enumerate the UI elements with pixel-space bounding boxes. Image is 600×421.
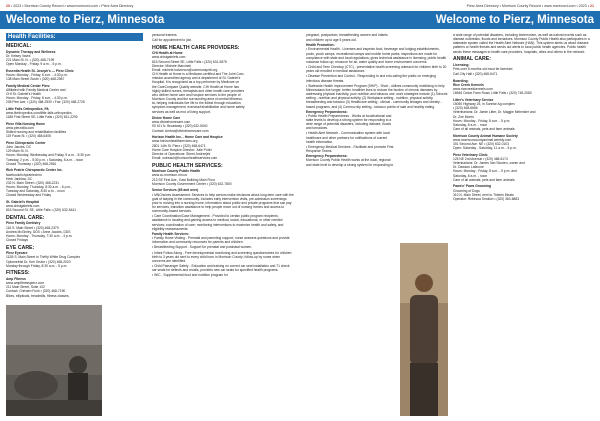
entry-line: Director: Michele Marcinek xyxy=(152,63,192,68)
section-title: Health Facilities: xyxy=(6,33,143,41)
entry-line: CHI St. Gabriel's Health xyxy=(6,91,41,96)
directory-entry xyxy=(6,69,143,81)
entry-name: Rice Creek Kennels xyxy=(453,82,484,87)
home-health-heading: HOME HEALTH CARE PROVIDERS: xyxy=(152,44,240,51)
directory-entry xyxy=(453,98,595,131)
entry-line: Tuesday, 2 p.m. - 5:30 p.m. • Saturday, 8 a.m. - noon xyxy=(6,157,84,162)
entry-line: 301 Second Ave. NE • (320) 632-0103 xyxy=(453,141,509,146)
paragraph: • Health Alert Network - Communication system with local healthcare and other partners for notifications of current health information. xyxy=(306,131,390,144)
entry-line: Saturday, 8 a.m. - noon xyxy=(453,173,488,178)
person-photo xyxy=(400,243,448,416)
entry-line: Open Monday - Friday, 9 a.m. - 5 p.m. xyxy=(6,61,62,66)
fitness-heading: FITNESS: xyxy=(6,270,30,277)
entry-line: Home Care Hospice Director: Julie Pohrt xyxy=(152,147,212,152)
emergency-text: Morrison County Public Health works at the local, regional and state level to develop a strong system for responding to xyxy=(306,158,394,167)
right-page xyxy=(300,0,600,421)
entry-line: 112B S. Main Street in Thrifty White Drug Complex xyxy=(6,255,81,260)
paragraph: • Care Coordination/Case Management - Provided to certain public program recipients; assistance in locating and gaining access to medical, social, educational, or other needed services; coordination of care; monitoring interventions to maximize health and safety, and eligibility reassessments. xyxy=(152,214,284,231)
health-promotion-heading: Health Promotion: xyxy=(306,43,335,48)
right-column-2: a wide range of potential disasters, including bioterrorism, as well as natural events such as disease outbreaks, floods and tornadoes. Morrison County Public Health also participates in a statewide system called the Health Alert Network (HAN). This system alerts us about disease patterns or health threats and sends out alerts to local public health agencies. Public health sends these messages to health care providers, hospitals, cities and others in the network. ANIMAL CARE: Licensing: Pets over 6 months old must be licensed. Call City Hall • (320) 468-6471 Boarding: Rice Creek Kennels www.ricecreekkennels.com 16546 Cedar Farm Road, Little Falls • (320) 745-2080 Litter's Veterinary Service 15050 Highway 25, in Sunrise Ag complex • (320) 468-6666 Veterinarians: Dr. Jamie Litter, Dr. Maggie Meheisler and Dr. Zoe Morris Hours: Monday - Friday, 8 a.m. - 5 p.m. Saturday, 8 a.m. - noon Care of all animals, pets and farm animals. Morrison County Animal Humane Society www.morrisoncountyanimal.weebly.com 301 Second Ave. NE • (320) 632-0103 Open: Saturday - Saturday, 11 a.m. - 5 p.m. Pierz Veterinary Clinic 125 NE 2nd Avenue • (320) 468-6174 Veterinarians: Dr. James Van Slooten, owner and Dr. Dawson Lafavore Hours: Monday - Friday, 8 a.m. - 5 p.m. and Saturday, 8 a.m. - noon Care of all animals, pets and farm animals. Paws'n' Paws Grooming Grooming of Dogs 310 N. Main Street, next to Thielen Meats Operator: Rebecca Smolich • (320) 360-6883 xyxy=(453,33,595,417)
entry-line: services as well as end of living support. xyxy=(152,109,211,114)
entry-line: 221 Main St. N. • (320) 468-7199 xyxy=(6,57,55,62)
entry-name: Morrison County Public Health xyxy=(152,169,201,174)
directory-entry xyxy=(6,168,143,197)
entry-line: Herb Janklow, DC xyxy=(6,176,33,181)
entry-line: www.ampfitnesspierz.com xyxy=(6,281,45,286)
entry-line: www.co.morrison.mn.us xyxy=(152,173,187,178)
directory-entry xyxy=(6,107,143,119)
entry-name: Dynamic Therapy and Wellness xyxy=(6,49,56,54)
entry-line: Grooming of Dogs xyxy=(453,188,480,193)
entry-name: Pierz Veterinary Clinic xyxy=(453,152,488,157)
entry-line: Care of all animals, pets and farm animals. xyxy=(453,126,516,131)
person-photo-image xyxy=(400,243,448,416)
entry-name: Pierz Chiropractic Center xyxy=(6,140,46,145)
directory-entry xyxy=(152,169,294,186)
eye-list xyxy=(6,251,143,268)
entry-line: www.ricecreekkennels.com xyxy=(453,87,493,92)
entry-line: 310 N. Main Street, next to Thielen Meats xyxy=(453,192,514,197)
dental-list xyxy=(6,221,143,242)
fitness-list xyxy=(6,277,143,298)
entry-line: Dr. Dawson Lafavore xyxy=(453,165,484,170)
entry-line: www.divinehomecare.com xyxy=(152,120,191,125)
entry-line: Hours: Monday, Wednesday and Friday, 9 a.m. - 5:30 p.m. xyxy=(6,153,92,158)
left-column-2: personal trainers. Call for appointment to join. HOME HEALTH CARE PROVIDERS: CHI Health at Home www.chistgabriels.com 815 Second Street SE, Little Falls • (320) 631-5575 Director: Michele Marcinek Email: michele.halvorson@commonspirit.org CHI Health at Home is a Medicare-certified and The Joint Com- mission-accredited agency and a department of St. Gabriel's Hospital. It is recognized as a top performer by Medicare on the CareCompare Quality website. CHI Health at Home has highly skilled nurses, therapists and other health care providers who deliver home care and hospice services to the people of Morrison County and the surrounding area of central Minneso- ta, helping individuals live life to the fullest through education, symptom management, exercise/rehabilitation and home safety services as well as end of living support. Divine Home Care www.divinehomecare.com 90 101 N. Broadway • (320) 632-5040 Contact: Ambra@divinehomecare.com Horizon Health Inc. - Home Care and Hospice www.horizonhealthservices.org 2801 14th St. Pierz • (320) 468-6471 Home Care Hospice Director: Julie Pohrt Director of Operations: Sherri Andrzejek Email: outreach@horizonhealthservices.com PUBLIC HEALTH SERVICES: Morrison County Public Health www.co.morrison.mn.us 213 SE First Ave., East Building Main Floor Morrison County Government Center • (320) 632-7800 Senior Services (65 and over) • MNChoices Assessment: Services to help seniors make decisions about long-term care with the goal of staying in the community. Includes early intervention visits, pre-admission screenings prior to moving into a nursing home, information about public and private programs that can pay for services, transition assistance to help people move out of nursing homes and access to community-based services. • Care Coordination/Case Management - Provided to certain public program recipients; assistance in locating and gaining access to medical, social, educational, or other needed services; coordination of care; monitoring interventions to maximize health and safety, and eligibility reassessments. Family Health Services: • Family Home Visiting - Prenatal and parenting support; nurse answers questions and provide information and community resources for parents and children. • Breastfeeding Support - Support for prenatal and postnatal women. • Infant Follow Along - Free developmental monitoring and screening questionnaires for children birth to 3 years old sent to every child born in Morrison County; follow-up by nurse when concerns are identified. • Child Passenger Safety - Education and training on correct car seat installation and 71 check car seats for defects and recalls, provides new car seats for specified health programs. • WIC - Supplemental food and nutrition program for xyxy=(152,33,294,278)
right-banner-title: Welcome to Pierz, Minnesota xyxy=(300,11,600,29)
entry-line: Hours: Monday, Thursday, 8:30 a.m. - 6 p.m., xyxy=(6,185,72,190)
entry-name: CHI Health at Home xyxy=(152,51,183,56)
animal-care-heading: ANIMAL CARE: xyxy=(453,56,491,63)
directory-entry xyxy=(152,116,294,133)
entry-line: 815 Second Street SE, Little Falls • (320) 631-5575 xyxy=(152,59,227,64)
entry-line: 125 NE 2nd Avenue • (320) 468-6174 xyxy=(453,156,508,161)
entry-name: Family Medical Center Pierz xyxy=(6,83,50,88)
directory-entry xyxy=(6,84,143,105)
entry-line: symptom management, exercise/rehabilitation and home safety xyxy=(152,105,245,110)
entry-line: Morrison County Government Center • (320) 632-7800 xyxy=(152,181,232,186)
entry-line: Email: michele.halvorson@commonspirit.org xyxy=(152,67,218,72)
entry-line: Dr. Zoe Morris xyxy=(453,114,474,119)
entry-name: Paws'n' Paws Grooming xyxy=(453,184,492,189)
emergency-heading-2: Emergency Preparedness: xyxy=(306,154,348,159)
entry-name: Little Falls Orthopedics, PA xyxy=(6,106,49,111)
entry-line: Hours: Monday - Friday, 8 a.m. - 4:30 p.m. xyxy=(6,72,68,77)
entry-line: Hospital. It is recognized as a top performer by Medicare on xyxy=(152,80,240,85)
entry-line: Contact: Ambra@divinehomecare.com xyxy=(152,128,209,133)
entry-line: 129 Main St. N. xyxy=(6,149,29,154)
entry-line: 119 Faust St. • (320) 468-6405 xyxy=(6,134,51,139)
paragraph: • Breastfeeding Support - Support for prenatal and postnatal women. xyxy=(152,245,253,250)
entry-line: • (320) 468-6666 xyxy=(453,106,478,111)
boarding-list xyxy=(453,83,595,201)
left-running-head: 20 • 2023 • Morrison County Record • www.mcrecord.com • Pierz Area Directory xyxy=(6,4,134,8)
entry-name: Pierz Eyecare xyxy=(6,251,28,256)
entry-line: www.chistgabriels.com xyxy=(6,204,40,209)
licensing-heading: Licensing: xyxy=(453,62,470,67)
han-text: a wide range of potential disasters, including bioterrorism, as well as natural events such as disease outbreaks, floods and tornadoes. Morrison County Public Health also participates in a statewide system called the Health Alert Network (HAN). This system alerts us about disease patterns or health threats and sends out alerts to local public health agencies. Public health sends these messages to health care providers, hospitals, cities and others in the network. xyxy=(453,33,590,54)
entry-line: Email: outreach@horizonhealthservices.com xyxy=(152,156,218,161)
entry-line: Veterinarians: Dr. James Van Slooten, owner and xyxy=(453,161,525,166)
entry-line: highly skilled nurses, therapists and other health care providers xyxy=(152,88,245,93)
health-promotion-list xyxy=(306,47,448,108)
entry-name: Essentia Health St. Joseph's — Pierz Clinic xyxy=(6,68,74,73)
entry-line: Optometrist Dr. Ken Grube • (320) 468-2020 xyxy=(6,259,71,264)
paragraph: and children up to age 5 years old. xyxy=(306,38,357,43)
entry-line: Contact: Christen Funk • (320) 468-7190 xyxy=(6,289,66,294)
family-services-list xyxy=(152,236,294,277)
entry-line: CHI Health at Home is a Medicare-certified and The Joint Com- xyxy=(152,72,245,77)
entry-line: 208 Pine Ave. • (320) 468-2530 • Fax: (320) 468-2726 xyxy=(6,100,85,105)
beach-photo xyxy=(6,305,102,416)
right-running-head: Pierz Area Directory • Morrison County Record • www.mcrecord.com • 2023 • 21 xyxy=(466,4,594,8)
directory-entry xyxy=(152,135,294,160)
entry-name: St. Gabriel's Hospital xyxy=(6,200,40,204)
entry-line: Morrison County and the surrounding area of central Minneso- xyxy=(152,97,243,102)
paragraph: • WIC - Supplemental food and nutrition program for xyxy=(152,273,228,278)
senior-services-list xyxy=(152,193,294,231)
entry-line: 1188 First Street SE, Little Falls • (320) 631-2290 xyxy=(6,115,78,120)
entry-line: 2801 14th St. Pierz • (320) 468-6471 xyxy=(152,143,206,148)
paragraph: • Public Health Preparedness - Works at local/national and state levels to develop a strong system for responding to a wide range of potential disasters, including disease, floods and tornadoes. xyxy=(306,113,392,131)
public-health-heading: PUBLIC HEALTH SERVICES: xyxy=(152,162,223,169)
entry-line: 232 N. Main Street • (320) 468-2231 xyxy=(6,180,60,185)
entry-line: Hours: Monday - Friday, 8 a.m. - 5 p.m. and xyxy=(453,169,517,174)
entry-line: mission-accredited agency and a department of St. Gabriel's xyxy=(152,76,241,81)
directory-entry xyxy=(6,141,143,166)
entry-line: Dr. Kelsey Vavra xyxy=(6,53,31,58)
directory-entry xyxy=(152,51,294,113)
entry-line: Hours: Monday - Friday, 8 a.m. - 4:30 p.m. xyxy=(6,96,68,101)
paragraph: • MNChoices Assessment: Services to help seniors make decisions about long-term care with the goal of staying in the community. Includes early intervention visits, pre-admission screenings prior to moving into a nursing home, information about public and private programs that can pay for services, transition assistance to help people move out of nursing homes and access to community-based services. xyxy=(152,192,294,214)
entry-line: Bikes, ellipticals, treadmills, fitness classes, xyxy=(6,293,70,298)
paragraph: • Infant Follow Along - Free developmental monitoring and screening questionnaires for children birth to 3 years old sent to every child born in Morrison County; follow-up by nurse when concerns are identified. xyxy=(152,250,292,263)
medical-heading: MEDICAL: xyxy=(6,43,32,49)
entry-line: Operator: Rebecca Smolich • (320) 360-6883 xyxy=(453,196,520,201)
directory-entry xyxy=(6,221,143,242)
directory-entry xyxy=(453,153,595,182)
entry-name: Pierz Family Dentistry xyxy=(6,221,41,226)
directory-entry xyxy=(453,134,595,151)
directory-entry xyxy=(453,184,595,201)
entry-line: the CareCompare Quality website. CHI Health at Home has xyxy=(152,84,240,89)
emergency-heading: Emergency Preparedness: xyxy=(306,109,348,114)
entry-line: Director of Operations: Sherri Andrzejek xyxy=(152,151,211,156)
entry-line: facebook/richprairiechiro xyxy=(6,172,42,177)
entry-line: 138 Main Street South • (320) 468-2567 xyxy=(6,76,65,81)
entry-name: Horizon Health Inc. - Home Care and Hospice xyxy=(152,135,223,140)
entry-line: John Jacobs, DC xyxy=(6,145,32,150)
entry-line: Skilled nursing and rehabilitation facilities xyxy=(6,130,67,135)
directory-entry xyxy=(6,122,143,139)
family-heading: Family Health Services: xyxy=(152,231,190,236)
paragraph: • Disease Prevention and Control - Responding to and edu-cating the public on emerging infectious disease threats. xyxy=(306,74,436,83)
boarding-heading: Boarding: xyxy=(453,78,469,83)
entry-line: Saturday, 8 a.m. - noon xyxy=(453,122,488,127)
home-health-list xyxy=(152,51,294,160)
entry-line: Andrea McGinley, DDS • Anne Jacobs, DDS xyxy=(6,229,71,234)
eye-heading: EYE CARE: xyxy=(6,244,35,251)
entry-name: Amp Fitness xyxy=(6,276,26,281)
entry-line: who deliver home care and hospice services to the people of xyxy=(152,92,241,97)
entry-line: Closed Wednesday and Friday xyxy=(6,193,52,198)
emergency-list xyxy=(306,114,394,153)
directory-entry xyxy=(6,277,143,298)
entry-name: Divine Home Care xyxy=(152,116,181,121)
entry-line: ta, helping individuals live life to the fullest through education, xyxy=(152,101,242,106)
entry-line: Closed Fridays xyxy=(6,238,28,243)
entry-line: Hours: Monday - Friday, 8 a.m. - 5 p.m. xyxy=(453,118,511,123)
paragraph: pregnant, postpartum, breastfeeding women and infants xyxy=(306,33,388,37)
medical-list xyxy=(6,50,143,213)
entry-line: 211 Main Street, Suite 102 xyxy=(6,285,45,290)
entry-line: Monday through Friday, 8:30 a.m. - 5 p.m. xyxy=(6,263,68,268)
entry-line: 116 S. Main Street • (320) 468-2379 xyxy=(6,225,59,230)
entry-line: 213 SE First Ave., East Building Main Floor xyxy=(152,177,215,182)
entry-line: 90 101 N. Broadway • (320) 632-5040 xyxy=(152,124,208,129)
directory-entry xyxy=(6,200,143,212)
directory-entry xyxy=(453,83,595,95)
entry-line: Affiliated with Family Medical Center and xyxy=(6,87,66,92)
entry-line: www.pierzvilla.com xyxy=(6,126,34,130)
entry-name: Pierz Villa Nursing Home xyxy=(6,121,45,126)
beach-photo-image xyxy=(6,305,102,416)
entry-line: www.lforthopedics.com/little-falls-orthopedics xyxy=(6,111,72,116)
entry-name: Rich Prairie Chiropractic Center Inc. xyxy=(6,168,63,173)
entry-line: Tuesday and Saturday, 8:30 a.m. - noon xyxy=(6,189,65,194)
entry-name: Morrison County Animal Humane Society xyxy=(453,133,518,138)
entry-name: Litter's Veterinary Service xyxy=(453,97,494,102)
paragraph: • Child and Teen Checkup (CTC) - preventative health screening outreach for children birth to 20 years old enrolled in medical assistance. xyxy=(306,65,447,74)
entry-line: www.horizonhealthservices.org xyxy=(152,139,198,144)
entry-line: www.chistgabriels.com xyxy=(152,55,186,60)
paragraph: • Statewide Health Improvement Program (SHIP) - Short - utilizes community mobilizing to help Minnesotans live longer, better, healthier lives to reduce the burden of chronic diseases by addressing physical inactivity, poor nutrition and tobacco use; work strategies include (1) Schools setting - nutrition and physical activity, (2) Workplace setting - nutrition, physical activity, breastfeeding and tobacco (3) Healthcare setting - clinical - community linkages and obesity - based programs, and (4) Commu-nity setting - tobacco points of sale and healthy eating. xyxy=(306,83,448,109)
public-health-list xyxy=(152,169,294,186)
entry-line: Veterinarians: Dr. Jamie Litter, Dr. Maggie Meheisler and xyxy=(453,110,536,115)
dental-heading: DENTAL CARE: xyxy=(6,214,45,221)
paragraph: • Child Passenger Safety - Education and training on correct car seat installation and 71 check car seats for defects and recalls, provides new car seats for specified health programs. xyxy=(152,264,290,273)
senior-heading: Senior Services (65 and over) xyxy=(152,188,199,193)
entry-line: 15050 Highway 25, in Sunrise Ag complex xyxy=(453,102,515,107)
entry-line: www.morrisoncountyanimal.weebly.com xyxy=(453,137,512,142)
entry-line: Hours: Monday - Thursday, 7:30 a.m. - 4 p.m. xyxy=(6,233,73,238)
entry-line: Closed Thursday • (320) 468-2561 xyxy=(6,161,57,166)
directory-entry xyxy=(6,50,143,67)
entry-line: Care of all animals, pets and farm animals. xyxy=(453,177,516,182)
paragraph: • Environmental Health - Licenses and inspects food, beverage and lodging establishments, pools, youth camps, recreational camps and mobile home parks; inspections are made for compliance with state and local regulations; gives technical assistance in licensing; public health nuisance follow-up; resource for air, water quality and home environment concerns. xyxy=(306,47,447,64)
entry-line: 16546 Cedar Farm Road, Little Falls • (320) 745-2080 xyxy=(453,91,532,96)
entry-line: 815 Second St. SE, Little Falls • (320) 632-5441 xyxy=(6,208,77,213)
directory-entry xyxy=(6,251,143,268)
paragraph: • Emergency Medical Services - Facilitate and promote First Response Teams. xyxy=(306,144,394,154)
entry-line: Open: Saturday - Saturday, 11 a.m. - 5 p.m. xyxy=(453,146,517,151)
paragraph: • Family Home Visiting - Prenatal and parenting support; nurse answers questions and provide information and community resources for parents and children. xyxy=(152,236,290,245)
left-banner-title: Welcome to Pierz, Minnesota xyxy=(0,11,300,29)
